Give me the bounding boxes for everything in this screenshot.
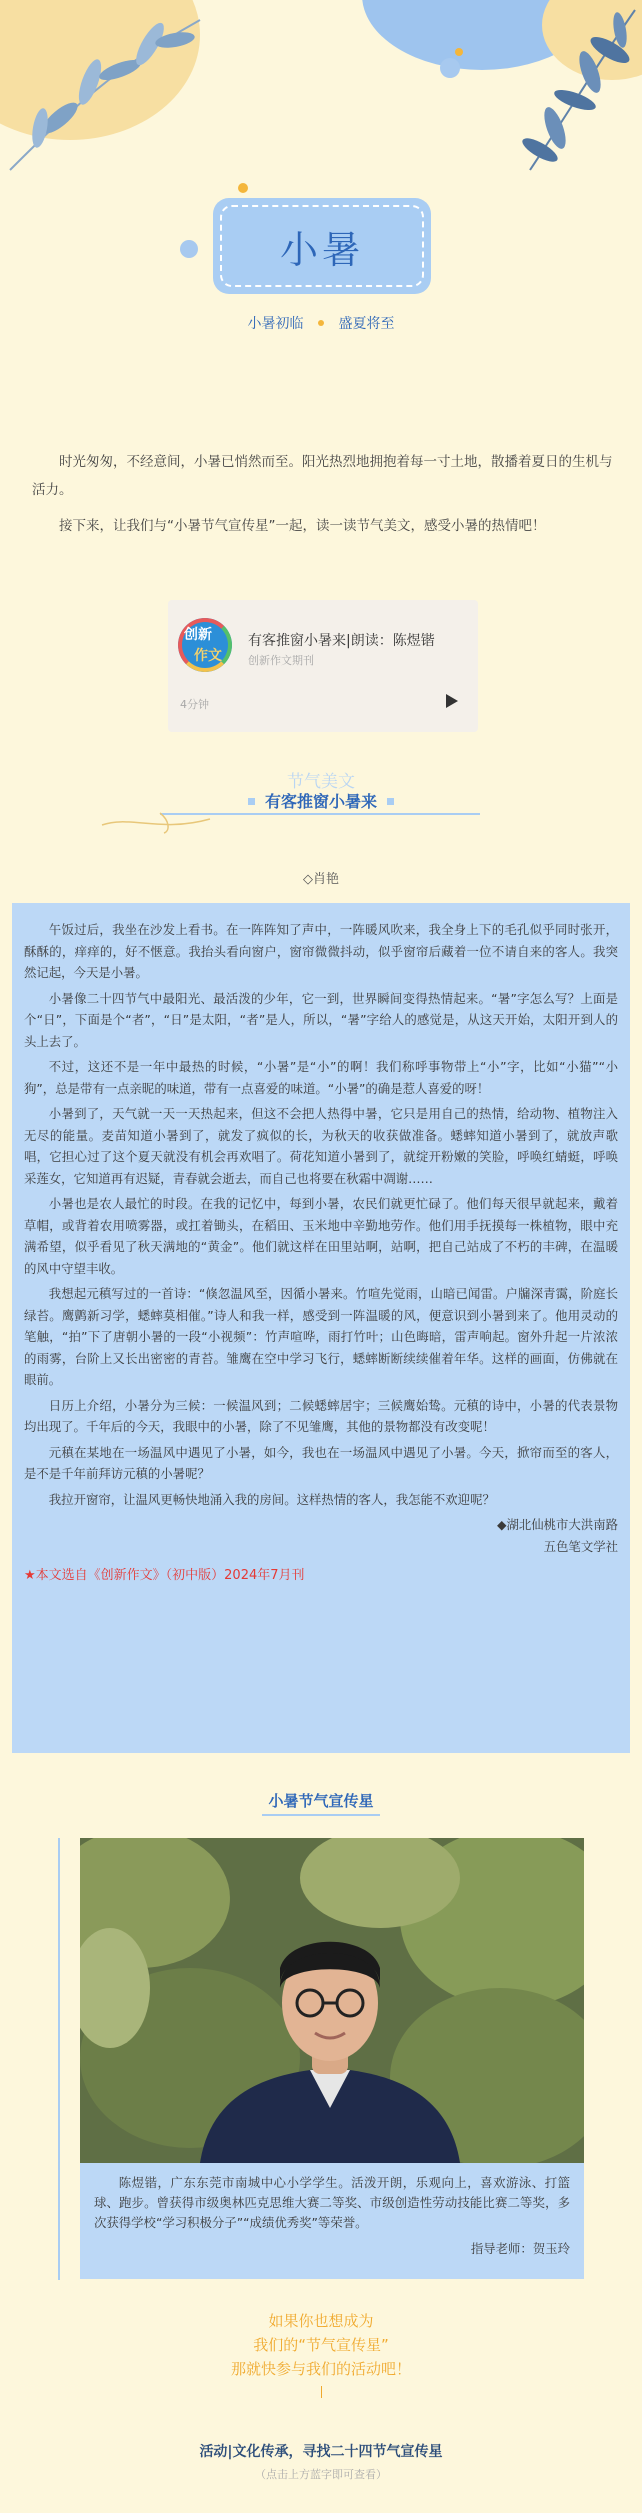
article-paragraph: 小暑也是农人最忙的时段。在我的记忆中，每到小暑，农民们就更忙碌了。他们每天很早就起来，戴着草帽，或背着农用喷雾器，或扛着锄头，在稻田、玉米地中辛勤地劳作。他们用手抚摸每一株植物，眼中充满希望，似乎看见了秋天满地的“黄金”。他们就这样在田里站啊，站啊，把自己站成了不朽的丰碑，在温暖的风中守望丰收。 xyxy=(24,1196,618,1276)
decor-dot xyxy=(440,58,460,78)
square-bullet-icon xyxy=(387,798,394,805)
article-paragraph: 不过，这还不是一年中最热的时候，“小暑”是“小”的啊！我们称呼事物带上“小”字，比如“小猫”“小狗”，总是带有一点亲昵的味道，带有一点喜爱的味道。“小暑”的确是惹人喜爱的呀！ xyxy=(24,1059,618,1096)
leaf-branch-left-icon xyxy=(0,0,250,180)
intro-paragraph: 时光匆匆，不经意间，小暑已悄然而至。阳光热烈地拥抱着每一寸土地，散播着夏日的生机与活力。 xyxy=(32,454,613,498)
subtitle-left: 小暑初临 xyxy=(247,316,304,332)
article-author: ◇肖艳 xyxy=(303,872,339,887)
article-paragraph: 我拉开窗帘，让温风更畅快地涌入我的房间。这样热情的客人，我怎能不欢迎呢？ xyxy=(48,1491,495,1507)
section-title: 有客推窗小暑来 xyxy=(264,792,377,811)
page-title: 小暑 xyxy=(279,227,364,272)
decor-dot xyxy=(238,183,248,193)
author-school: ◆湖北仙桃市大洪南路 xyxy=(496,1517,618,1532)
star-section-title: 小暑节气宣传星 xyxy=(268,1792,374,1810)
audio-card[interactable] xyxy=(168,600,478,732)
activity-link[interactable]: 活动|文化传承，寻找二十四节气宣传星 xyxy=(199,2444,443,2460)
square-bullet-icon xyxy=(248,798,255,805)
title-card-dashed-border xyxy=(220,205,424,287)
decor-dot xyxy=(455,48,463,56)
invite-line: 我们的“节气宣传星” xyxy=(253,2336,389,2354)
intro-text xyxy=(32,448,622,540)
play-icon[interactable] xyxy=(446,694,458,708)
article-paragraph: 小暑像二十四节气中最阳光、最活泼的少年，它一到，世界瞬间变得热情起来。“暑”字怎么写？上面是个“日”，下面是个“者”，“日”是太阳，“者”是人，所以，“暑”字给人的感觉是，从这天开始，太阳开到人的头上去了。 xyxy=(24,990,618,1049)
section-label: 节气美文 xyxy=(287,772,355,792)
article-paragraph: 我想起元稹写过的一首诗：“倏忽温风至，因循小暑来。竹喧先觉雨，山暗已闻雷。户牖深青霭，阶庭长绿苔。鹰鹯新习学，蟋蟀莫相催。”诗人和我一样，感受到一阵温暖的风，便意识到小暑到来了。他用灵动的笔触，“拍”下了唐朝小暑的一段“小视频”：竹声喧哗，雨打竹叶；山色晦暗，雷声响起。窗外升起一片浓浓的雨雾，台阶上又长出密密的青苔。雏鹰在空中学习飞行，蟋蟀断断续续催着年华。这样的画面，仿佛就在眼前。 xyxy=(24,1286,618,1387)
swirl-decoration-icon xyxy=(100,805,220,835)
leaf-branch-right-icon xyxy=(470,0,642,180)
divider-bar xyxy=(321,2386,322,2398)
article-paragraph: 午饭过后，我坐在沙发上看书。在一阵阵知了声中，一阵暖风吹来，我全身上下的毛孔似乎同时张开，酥酥的，痒痒的，好不惬意。我抬头看向窗户，窗帘微微抖动，似乎窗帘后藏着一位不请自来的客人。我突然记起，今天是小暑。 xyxy=(24,922,618,980)
logo-text: 作文 xyxy=(194,648,222,664)
subtitle-right: 盛夏将至 xyxy=(338,316,395,332)
article-paragraph: 小暑到了，天气就一天一天热起来，但这不会把人热得中暑，它只是用自己的热情，给动物、植物注入无尽的能量。麦苗知道小暑到了，就发了疯似的长，为秋天的收获做准备。蟋蟀知道小暑到了，就放声歌唱，它担心过了这个夏天就没有机会再欢唱了。荷花知道小暑到了，就绽开粉嫩的笑脸，呼唤红蜻蜓，呼唤采莲女，它知道再有迟疑，青春就会逝去，而自己也将要在秋霜中凋谢…… xyxy=(24,1106,618,1186)
audio-duration: 4分钟 xyxy=(180,698,209,711)
audio-source: 创新作文期刊 xyxy=(248,654,314,667)
header-banner xyxy=(0,0,642,370)
student-portrait-image xyxy=(80,1838,584,2163)
subtitle-row xyxy=(0,313,642,333)
article-paragraph: 元稹在某地在一场温风中遇见了小暑，如今，我也在一场温风中遇见了小暑。今天，掀帘而至的客人，是不是千年前拜访元稹的小暑呢？ xyxy=(24,1444,618,1481)
decor-dot xyxy=(180,240,198,258)
invite-line: 如果你也想成为 xyxy=(268,2312,374,2330)
invite-line: 那就快参与我们的活动吧！ xyxy=(230,2360,411,2378)
section-header xyxy=(0,765,642,835)
student-bio-panel xyxy=(80,2163,584,2279)
student-bio: 陈煜锴，广东东莞市南城中心小学学生。活泼开朗，乐观向上，喜欢游泳、打篮球、跑步。曾获得市级奥林匹克思维大赛二等奖、市级创造性劳动技能比赛二等奖，多次获得学校“学习积极分子”“成绩优秀奖”等荣誉。 xyxy=(94,2175,570,2230)
invite-block xyxy=(0,2309,642,2405)
magazine-logo xyxy=(178,618,232,672)
article-source: ★本文选自《创新作文》（初中版）2024年7月刊 xyxy=(24,1568,305,1583)
article-panel xyxy=(12,903,630,1753)
bullet-dot-icon xyxy=(318,320,324,326)
article-paragraph: 日历上介绍，小暑分为三候：一候温风到；二候蟋蟀居宇；三候鹰始鸷。元稹的诗中，小暑的代表景物均出现了。千年后的今天，我眼中的小暑，除了不见雏鹰，其他的景物都没有改变呢！ xyxy=(24,1397,618,1434)
student-photo xyxy=(80,1838,584,2163)
activity-link-hint: （点击上方蓝字即可查看） xyxy=(255,2468,387,2481)
logo-text: 创新 xyxy=(184,627,212,643)
audio-title: 有客推窗小暑来|朗读：陈煜锴 xyxy=(248,633,435,649)
star-title-underline xyxy=(262,1814,380,1816)
section-title-row xyxy=(0,789,642,812)
author-club: 五色笔文学社 xyxy=(543,1538,618,1554)
intro-paragraph: 接下来，让我们与“小暑节气宣传星”一起，读一读节气美文，感受小暑的热情吧！ xyxy=(59,518,546,534)
teacher-name: 指导老师：贺玉玲 xyxy=(470,2241,570,2256)
title-card xyxy=(213,198,431,294)
